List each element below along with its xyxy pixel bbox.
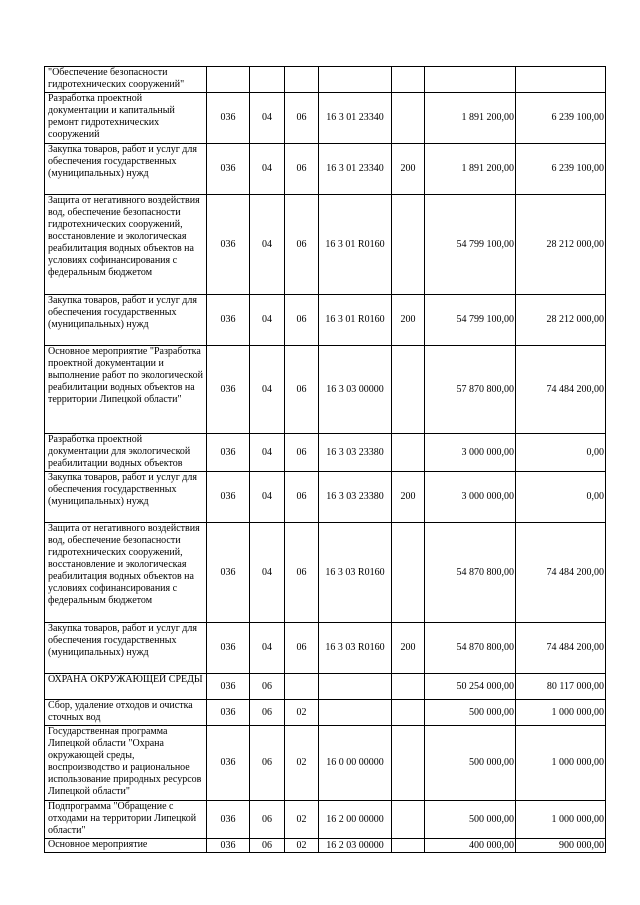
- expense-type: 200: [392, 472, 425, 523]
- subsection-code: 06: [285, 93, 319, 144]
- row-name: Основное мероприятие "Разработка проектной документации и выполнение работ по экологической реабилитации водных объектов на территории Липецкой области": [45, 346, 207, 434]
- table-row: [45, 195, 606, 295]
- amount-year-2: [516, 67, 606, 93]
- amount-year-2: 0,00: [516, 472, 606, 523]
- section-code: 06: [250, 700, 285, 726]
- table-row: [45, 295, 606, 346]
- amount-year-2: 80 117 000,00: [516, 674, 606, 700]
- amount-year-1: 57 870 800,00: [425, 346, 516, 434]
- section-code: 04: [250, 434, 285, 472]
- section-code: 04: [250, 346, 285, 434]
- expense-type: [392, 700, 425, 726]
- row-name: Сбор, удаление отходов и очистка сточных вод: [45, 700, 207, 726]
- table-row: [45, 623, 606, 674]
- target-article: 16 3 03 23380: [319, 472, 392, 523]
- expense-type: [392, 67, 425, 93]
- admin-code: [207, 67, 250, 93]
- amount-year-2: 74 484 200,00: [516, 523, 606, 623]
- target-article: [319, 674, 392, 700]
- table-row: [45, 434, 606, 472]
- table-row: [45, 700, 606, 726]
- admin-code: 036: [207, 623, 250, 674]
- expense-type: 200: [392, 623, 425, 674]
- target-article: 16 2 03 00000: [319, 839, 392, 853]
- row-name: Подпрограмма "Обращение с отходами на территории Липецкой области": [45, 801, 207, 839]
- budget-table: [44, 66, 606, 853]
- amount-year-1: 54 870 800,00: [425, 523, 516, 623]
- row-name: ОХРАНА ОКРУЖАЮЩЕЙ СРЕДЫ: [45, 674, 207, 700]
- expense-type: 200: [392, 295, 425, 346]
- row-name: Разработка проектной документации для экологической реабилитации водных объектов: [45, 434, 207, 472]
- target-article: 16 3 01 23340: [319, 93, 392, 144]
- admin-code: 036: [207, 472, 250, 523]
- admin-code: 036: [207, 434, 250, 472]
- subsection-code: 06: [285, 144, 319, 195]
- amount-year-2: 1 000 000,00: [516, 801, 606, 839]
- amount-year-2: 1 000 000,00: [516, 726, 606, 801]
- expense-type: [392, 195, 425, 295]
- admin-code: 036: [207, 674, 250, 700]
- target-article: 16 3 03 R0160: [319, 523, 392, 623]
- row-name: Разработка проектной документации и капитальный ремонт гидротехнических сооружений: [45, 93, 207, 144]
- section-code: 04: [250, 93, 285, 144]
- target-article: [319, 700, 392, 726]
- expense-type: [392, 839, 425, 853]
- subsection-code: [285, 674, 319, 700]
- amount-year-1: 54 799 100,00: [425, 295, 516, 346]
- amount-year-2: 28 212 000,00: [516, 195, 606, 295]
- amount-year-2: 6 239 100,00: [516, 144, 606, 195]
- target-article: 16 3 01 23340: [319, 144, 392, 195]
- amount-year-1: 1 891 200,00: [425, 93, 516, 144]
- amount-year-1: 50 254 000,00: [425, 674, 516, 700]
- section-code: 04: [250, 523, 285, 623]
- expense-type: [392, 93, 425, 144]
- table-row: [45, 472, 606, 523]
- amount-year-1: [425, 67, 516, 93]
- expense-type: [392, 674, 425, 700]
- row-name: "Обеспечение безопасности гидротехнических сооружений": [45, 67, 207, 93]
- table-row: [45, 523, 606, 623]
- table-row: [45, 839, 606, 853]
- subsection-code: 02: [285, 839, 319, 853]
- admin-code: 036: [207, 523, 250, 623]
- admin-code: 036: [207, 346, 250, 434]
- section-code: 06: [250, 801, 285, 839]
- expense-type: [392, 434, 425, 472]
- amount-year-2: 28 212 000,00: [516, 295, 606, 346]
- subsection-code: 06: [285, 346, 319, 434]
- amount-year-1: 500 000,00: [425, 700, 516, 726]
- section-code: 06: [250, 674, 285, 700]
- row-name: Закупка товаров, работ и услуг для обеспечения государственных (муниципальных) нужд: [45, 472, 207, 523]
- section-code: 06: [250, 839, 285, 853]
- amount-year-2: 900 000,00: [516, 839, 606, 853]
- admin-code: 036: [207, 700, 250, 726]
- amount-year-2: 6 239 100,00: [516, 93, 606, 144]
- admin-code: 036: [207, 295, 250, 346]
- subsection-code: 06: [285, 623, 319, 674]
- target-article: 16 3 03 00000: [319, 346, 392, 434]
- section-code: 04: [250, 195, 285, 295]
- table-row: [45, 346, 606, 434]
- amount-year-1: 500 000,00: [425, 726, 516, 801]
- target-article: 16 0 00 00000: [319, 726, 392, 801]
- target-article: 16 3 01 R0160: [319, 195, 392, 295]
- section-code: 04: [250, 295, 285, 346]
- table-row: [45, 144, 606, 195]
- row-name: Закупка товаров, работ и услуг для обеспечения государственных (муниципальных) нужд: [45, 623, 207, 674]
- amount-year-1: 400 000,00: [425, 839, 516, 853]
- table-row: [45, 67, 606, 93]
- amount-year-2: 0,00: [516, 434, 606, 472]
- amount-year-1: 1 891 200,00: [425, 144, 516, 195]
- target-article: 16 3 03 23380: [319, 434, 392, 472]
- target-article: [319, 67, 392, 93]
- amount-year-1: 3 000 000,00: [425, 472, 516, 523]
- row-name: Защита от негативного воздействия вод, обеспечение безопасности гидротехнических сооружений, восстановление и экологическая реабилитация водных объектов на условиях софинансирования с федеральным бюджетом: [45, 523, 207, 623]
- amount-year-1: 3 000 000,00: [425, 434, 516, 472]
- admin-code: 036: [207, 839, 250, 853]
- row-name: Закупка товаров, работ и услуг для обеспечения государственных (муниципальных) нужд: [45, 295, 207, 346]
- subsection-code: 06: [285, 295, 319, 346]
- table-row: [45, 801, 606, 839]
- subsection-code: 02: [285, 726, 319, 801]
- amount-year-2: 1 000 000,00: [516, 700, 606, 726]
- section-code: 04: [250, 144, 285, 195]
- subsection-code: 02: [285, 700, 319, 726]
- subsection-code: 06: [285, 195, 319, 295]
- expense-type: [392, 726, 425, 801]
- subsection-code: 06: [285, 434, 319, 472]
- table-row: [45, 674, 606, 700]
- expense-type: [392, 346, 425, 434]
- admin-code: 036: [207, 726, 250, 801]
- section-code: [250, 67, 285, 93]
- target-article: 16 3 01 R0160: [319, 295, 392, 346]
- row-name: Основное мероприятие: [45, 839, 207, 853]
- section-code: 04: [250, 623, 285, 674]
- expense-type: [392, 801, 425, 839]
- admin-code: 036: [207, 195, 250, 295]
- amount-year-2: 74 484 200,00: [516, 623, 606, 674]
- target-article: 16 3 03 R0160: [319, 623, 392, 674]
- table-row: [45, 93, 606, 144]
- amount-year-1: 500 000,00: [425, 801, 516, 839]
- amount-year-2: 74 484 200,00: [516, 346, 606, 434]
- row-name: Закупка товаров, работ и услуг для обеспечения государственных (муниципальных) нужд: [45, 144, 207, 195]
- subsection-code: 06: [285, 472, 319, 523]
- section-code: 06: [250, 726, 285, 801]
- subsection-code: 02: [285, 801, 319, 839]
- row-name: Защита от негативного воздействия вод, обеспечение безопасности гидротехнических сооружений, восстановление и экологическая реабилитация водных объектов на условиях софинансирования с федеральным бюджетом: [45, 195, 207, 295]
- admin-code: 036: [207, 144, 250, 195]
- amount-year-1: 54 799 100,00: [425, 195, 516, 295]
- table-body: [45, 67, 606, 853]
- row-name: Государственная программа Липецкой области "Охрана окружающей среды, воспроизводство и рациональное использование природных ресурсов Липецкой области": [45, 726, 207, 801]
- subsection-code: 06: [285, 523, 319, 623]
- admin-code: 036: [207, 93, 250, 144]
- expense-type: 200: [392, 144, 425, 195]
- admin-code: 036: [207, 801, 250, 839]
- expense-type: [392, 523, 425, 623]
- section-code: 04: [250, 472, 285, 523]
- target-article: 16 2 00 00000: [319, 801, 392, 839]
- table-row: [45, 726, 606, 801]
- amount-year-1: 54 870 800,00: [425, 623, 516, 674]
- subsection-code: [285, 67, 319, 93]
